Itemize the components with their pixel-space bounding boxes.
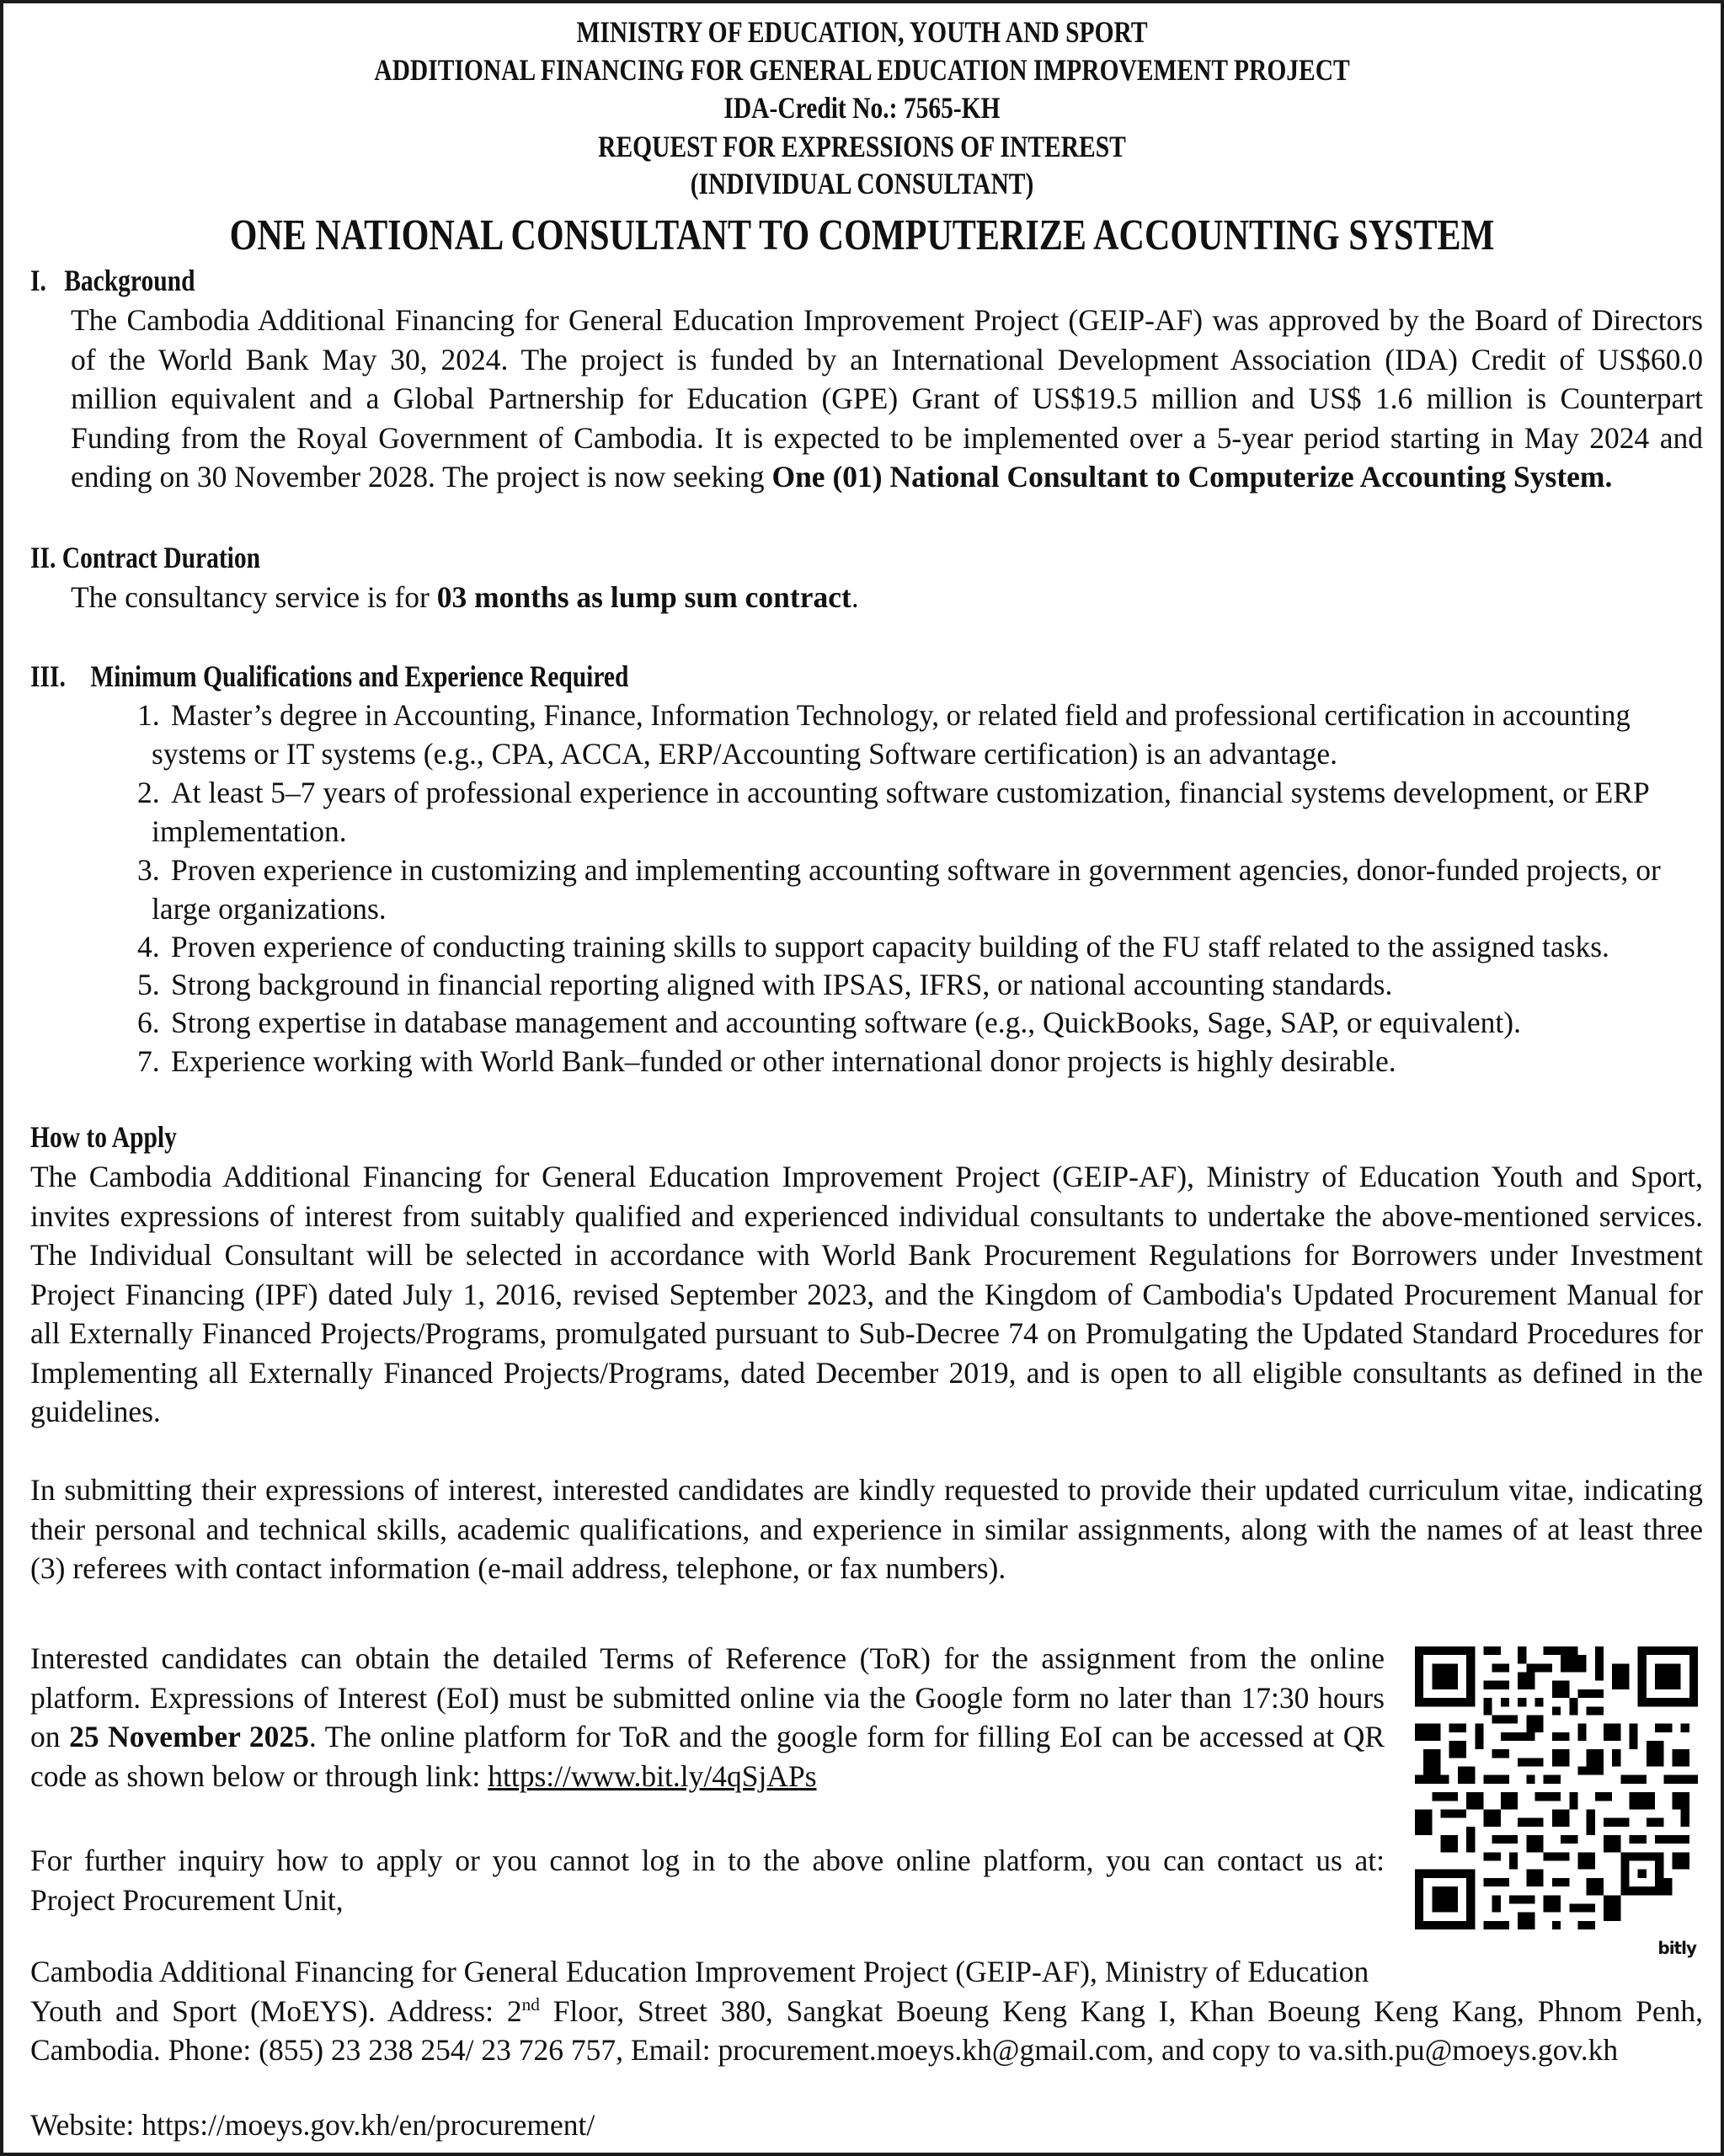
- text-line: Youth and Sport (MoEYS). Address: 2nd Floor, Street 380, Sangkat Boeung Keng Kang I, Khan Boeung Keng Kang, Phnom Penh,: [30, 1993, 1704, 2028]
- qualification-item: 6. Strong expertise in database management and accounting software (e.g., QuickBooks, Sage, SAP, or equivalent).: [137, 1006, 1521, 1039]
- qr-code[interactable]: [1415, 1646, 1698, 1958]
- text-line: their personal and technical skills, academic qualifications, and experience in similar assignments, along with the names of at least three: [30, 1512, 1703, 1546]
- text-line: Interested candidates can obtain the detailed Terms of Reference (ToR) for the assignment from the online: [30, 1641, 1385, 1675]
- contract-duration: 03 months as lump sum contract: [436, 580, 851, 614]
- text-line: code as shown below or through link: https://www.bit.ly/4qSjAPs: [30, 1758, 817, 1793]
- text-line: Project Procurement Unit,: [30, 1882, 344, 1917]
- position-title: One (01) National Consultant to Computerize Accounting System.: [771, 460, 1613, 494]
- text-line: Project Financing (IPF) dated July 1, 2016, revised September 2023, and the Kingdom of Cambodia's Updated Procurement Manual for: [30, 1277, 1703, 1311]
- consultant-type: (INDIVIDUAL CONSULTANT): [690, 167, 1034, 200]
- section-title: Background: [64, 264, 195, 297]
- section-contract-heading: [30, 539, 260, 576]
- background-paragraph: [71, 301, 1703, 497]
- credit-number: IDA-Credit No.: 7565-KH: [723, 91, 1001, 125]
- application-link[interactable]: https://www.bit.ly/4qSjAPs: [488, 1758, 817, 1793]
- qualification-item: 4. Proven experience of conducting training skills to support capacity building of the FU staff related to the assigned tasks.: [137, 930, 1609, 963]
- text-line: The Cambodia Additional Financing for General Education Improvement Project (GEIP-AF), Ministry of Education Youth and Sport,: [30, 1160, 1703, 1193]
- qualification-item-continued: implementation.: [152, 814, 347, 848]
- text-line: (3) referees with contact information (e-mail address, telephone, or fax numbers).: [30, 1551, 1006, 1585]
- section-background-heading: [30, 262, 195, 299]
- qr-code-icon: [1415, 1646, 1698, 1929]
- section-title: Minimum Qualifications and Experience Required: [90, 659, 629, 693]
- section-qualifications-heading: [30, 658, 628, 695]
- text-line: invites expressions of interest from suitably qualified and experienced individual consultants to undertake the above-mentioned services.: [30, 1198, 1703, 1233]
- qualification-item: 5. Strong background in financial reporting aligned with IPSAS, IFRS, or national accounting standards.: [137, 968, 1393, 1001]
- how-to-apply-heading: How to Apply: [30, 1120, 177, 1154]
- apply-paragraph-1: [30, 1157, 1703, 1432]
- request-heading: REQUEST FOR EXPRESSIONS OF INTEREST: [598, 130, 1126, 163]
- text-line: Funding from the Royal Government of Cambodia. It is expected to be implemented over a 5-year period starting in May 2024 and: [71, 420, 1703, 455]
- text-line: all Externally Financed Projects/Programs, promulgated pursuant to Sub-Decree 74 on Promulgating the Updated Standard Procedures for: [30, 1316, 1703, 1350]
- contract-text: The consultancy service is for 03 months as lump sum contract.: [71, 580, 859, 614]
- qualification-item: 1. Master’s degree in Accounting, Finance, Information Technology, or related field and professional certification in accounting: [137, 698, 1631, 732]
- qualification-item: 3. Proven experience in customizing and implementing accounting software in government agencies, donor-funded projects, or: [137, 853, 1661, 887]
- text-line: Implementing all Externally Financed Projects/Programs, dated December 2019, and is open to all eligible consultants as defined in the: [30, 1355, 1703, 1390]
- qualification-item-continued: systems or IT systems (e.g., CPA, ACCA, ERP/Accounting Software certification) is an advantage.: [152, 737, 1337, 771]
- apply-paragraph-3: [30, 1639, 1385, 1796]
- section-number: I.: [30, 264, 46, 297]
- bitly-logo: bitly: [1657, 1938, 1696, 1958]
- text-line: ending on 30 November 2028. The project is now seeking One (01) National Consultant to Computerize Accounting System.: [71, 460, 1613, 494]
- contact-paragraph: [30, 1952, 1703, 2070]
- text-line: platform. Expressions of Interest (EoI) must be submitted online via the Google form no later than 17:30 hours: [30, 1680, 1385, 1715]
- text-line: guidelines.: [30, 1395, 161, 1428]
- qualification-item-continued: large organizations.: [152, 892, 387, 926]
- text-line: For further inquiry how to apply or you cannot log in to the above online platform, you can contact us at:: [30, 1844, 1385, 1877]
- text-line: on 25 November 2025. The online platform for ToR and the google form for filling EoI can be accessed at QR: [30, 1720, 1385, 1753]
- website-text: Website: https://moeys.gov.kh/en/procurement/: [30, 2108, 595, 2142]
- text-line: The Individual Consultant will be selected in accordance with World Bank Procurement Regulations for Borrowers under Investment: [30, 1238, 1703, 1272]
- text-line: Cambodia Additional Financing for General Education Improvement Project (GEIP-AF), Ministry of Education: [30, 1955, 1369, 1988]
- text-line: The Cambodia Additional Financing for General Education Improvement Project (GEIP-AF) was approved by the Board of Directors: [71, 303, 1703, 337]
- section-number: III.: [30, 659, 66, 693]
- inquiry-paragraph: [30, 1841, 1385, 1919]
- section-title: Contract Duration: [61, 541, 261, 574]
- qualification-item: 2. At least 5–7 years of professional experience in accounting software customization, financial systems development, or ERP: [137, 776, 1650, 809]
- contact-details-line: Cambodia. Phone: (855) 23 238 254/ 23 726 757, Email: procurement.moeys.kh@gmail.com, and copy to va.sith.pu@moeys.gov.kh: [30, 2033, 1619, 2067]
- project-heading: ADDITIONAL FINANCING FOR GENERAL EDUCATION IMPROVEMENT PROJECT: [374, 53, 1350, 87]
- deadline-date: 25 November 2025: [69, 1720, 309, 1753]
- text-line: million equivalent and a Global Partnership for Education (GPE) Grant of US$19.5 million and US$ 1.6 million is Counterpart: [71, 382, 1703, 415]
- qualification-item: 7. Experience working with World Bank–funded or other international donor projects is highly desirable.: [137, 1044, 1396, 1078]
- page-title: ONE NATIONAL CONSULTANT TO COMPUTERIZE ACCOUNTING SYSTEM: [229, 211, 1495, 259]
- apply-paragraph-2: [30, 1470, 1703, 1588]
- ministry-heading: MINISTRY OF EDUCATION, YOUTH AND SPORT: [576, 15, 1148, 49]
- text-line: of the World Bank May 30, 2024. The project is funded by an International Development Association (IDA) Credit of US$60.0: [71, 342, 1703, 376]
- section-number: II.: [30, 541, 56, 574]
- text-line: In submitting their expressions of interest, interested candidates are kindly requested to provide their updated curriculum vitae, indicating: [30, 1473, 1703, 1507]
